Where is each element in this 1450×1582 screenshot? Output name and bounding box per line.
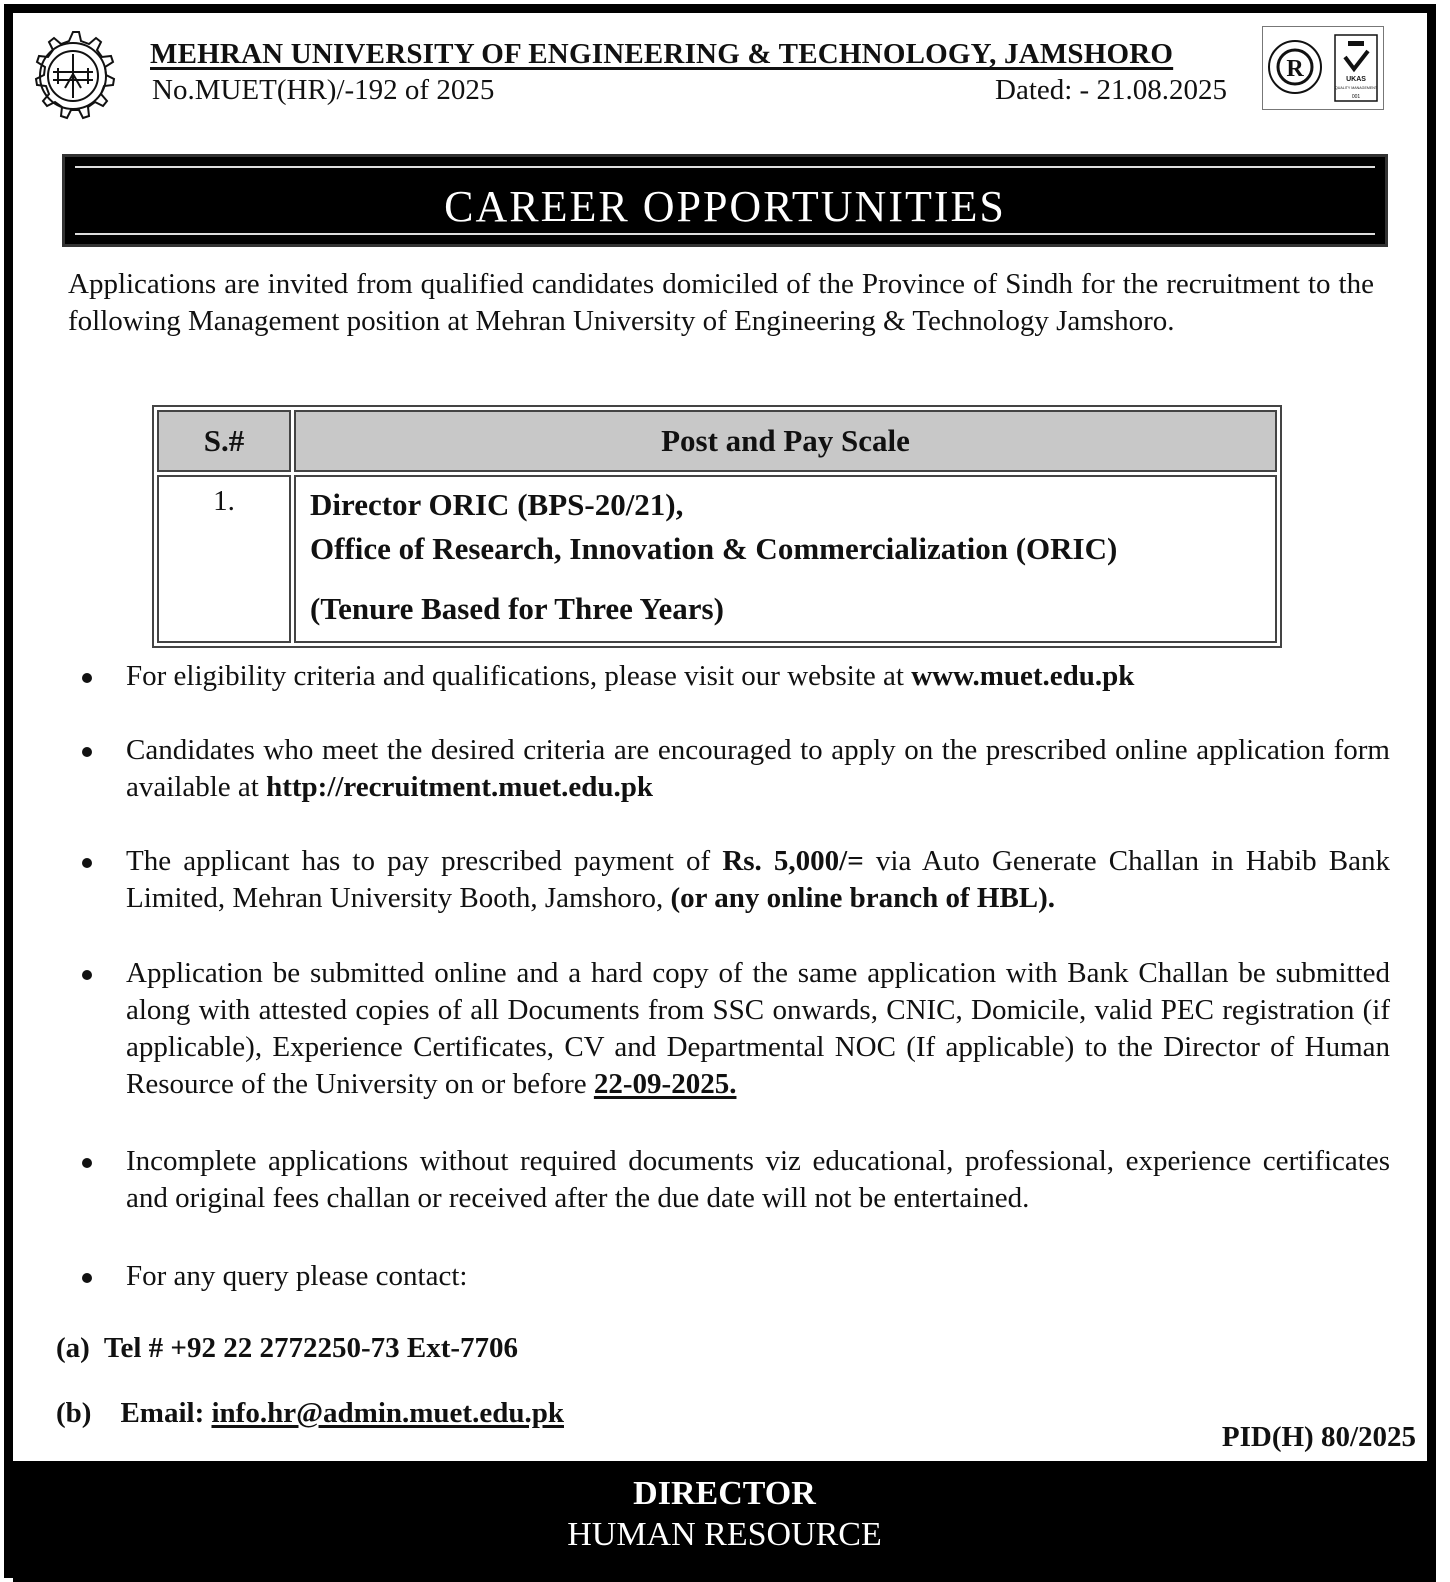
iso-ukas-icon: [1263, 27, 1383, 109]
career-opportunities-banner: [62, 154, 1388, 247]
publication-id: PID(H) 80/2025: [1221, 1421, 1416, 1453]
list-item-text: via Auto Generate Challan in Habib Bank Limited, Mehran University Booth, Jamshoro,: [126, 845, 1391, 914]
list-item-submission: [76, 955, 1390, 1103]
list-item-text: Incomplete applications without required documents viz educational, professional, experience certificates and original fees challan or received after the due date will not be entertained.: [126, 1145, 1390, 1214]
contact-email: [56, 1397, 564, 1430]
bullet-icon: [82, 858, 92, 868]
signatory-footer: [13, 1461, 1436, 1582]
list-item-text: For eligibility criteria and qualifications, please visit our website at: [126, 660, 912, 692]
table-row: [157, 475, 1277, 643]
bullet-icon: [82, 747, 92, 757]
certification-logo: [1262, 26, 1384, 110]
list-item-apply-online: [76, 732, 1390, 806]
header-serial-number: S.#: [157, 410, 291, 472]
date: Dated: - 21.08.2025: [995, 74, 1227, 106]
signatory-title: DIRECTOR: [633, 1475, 816, 1512]
bullet-icon: [82, 1158, 92, 1168]
list-item-text: The applicant has to pay prescribed payment of: [126, 845, 723, 877]
email-link[interactable]: info.hr@admin.muet.edu.pk: [211, 1397, 564, 1429]
quality-r-mark: R: [1286, 56, 1304, 82]
deadline-date: 22-09-2025.: [593, 1068, 737, 1100]
university-logo: [18, 28, 128, 124]
list-item-incomplete-applications: [76, 1143, 1390, 1217]
post-tenure: (Tenure Based for Three Years): [310, 591, 724, 626]
bullet-icon: [82, 970, 92, 980]
reference-number: No.MUET(HR)/-192 of 2025: [152, 74, 495, 106]
hbl-branch-note: (or any online branch of HBL).: [670, 882, 1056, 914]
table-header-row: [157, 410, 1277, 472]
list-item-payment: [76, 843, 1390, 917]
list-item-eligibility: [76, 658, 1134, 695]
list-item-query: [76, 1258, 467, 1295]
contact-telephone: [56, 1332, 518, 1365]
post-table: [152, 405, 1282, 648]
ukas-code: 001: [1351, 94, 1361, 100]
serial-number-cell: 1.: [157, 475, 291, 643]
ukas-subtitle: QUALITY MANAGEMENT: [1334, 86, 1378, 90]
list-item-text: Application be submitted online and a hard copy of the same application with Bank Challan be submitted along with attested copies of all Documents from SSC onwards, CNIC, Domicile, valid PEC registration (if applicable), Experience Certificates, CV and Departmental NOC (If applicable) to the Director of Human Resource of the University on or before: [126, 957, 1390, 1100]
email-prefix: Email:: [120, 1397, 212, 1429]
list-item-text: For any query please contact:: [126, 1260, 468, 1292]
website-link[interactable]: www.muet.edu.pk: [911, 660, 1135, 692]
list-item-text: Candidates who meet the desired criteria are encouraged to apply on the prescribed online application form available at: [126, 734, 1390, 803]
ukas-label: UKAS: [1346, 76, 1366, 83]
contact-label-b: (b): [56, 1397, 92, 1429]
telephone-number[interactable]: Tel # +92 22 2772250-73 Ext-7706: [103, 1332, 519, 1364]
recruitment-portal-link[interactable]: http://recruitment.muet.edu.pk: [266, 771, 654, 803]
post-office: Office of Research, Innovation & Commercialization (ORIC): [310, 531, 1118, 566]
bullet-icon: [82, 673, 92, 683]
intro-paragraph: Applications are invited from qualified candidates domiciled of the Province of Sindh for the recruitment to the following Management position at Mehran University of Engineering & Technology Jamshoro.: [68, 268, 1374, 337]
signatory-department: HUMAN RESOURCE: [567, 1516, 882, 1553]
university-title: MEHRAN UNIVERSITY OF ENGINEERING & TECHNOLOGY, JAMSHORO: [150, 38, 1174, 70]
gear-seal-icon: [18, 28, 128, 124]
contact-label-a: (a): [56, 1332, 90, 1364]
header-post-and-pay-scale: Post and Pay Scale: [294, 410, 1277, 472]
fee-amount: Rs. 5,000/=: [722, 845, 864, 877]
post-cell: [294, 475, 1277, 643]
banner-title: CAREER OPPORTUNITIES: [444, 182, 1006, 231]
post-title: Director ORIC (BPS-20/21),: [310, 487, 684, 522]
bullet-icon: [82, 1273, 92, 1283]
